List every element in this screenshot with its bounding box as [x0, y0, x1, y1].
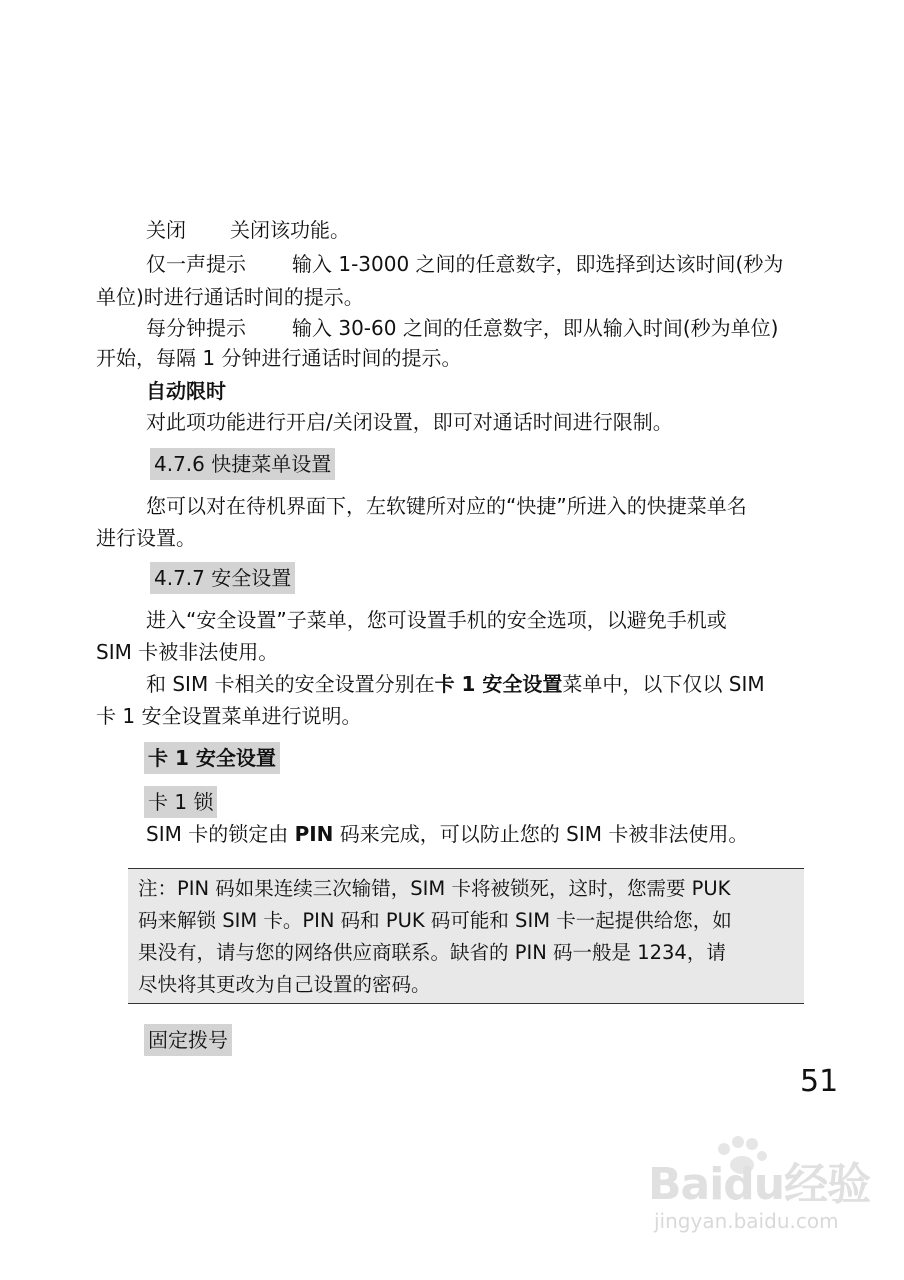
text-span: 菜单中，以下仅以 SIM	[562, 672, 765, 696]
text-line: 进入“安全设置”子菜单，您可设置手机的安全选项，以避免手机或	[146, 608, 727, 632]
heading-auto-limit: 自动限时	[146, 379, 226, 403]
option-desc-per-minute: 输入 30-60 之间的任意数字，即从输入时间(秒为单位)	[292, 316, 779, 340]
subsection-title-fixed-dial: 固定拨号	[144, 1024, 232, 1056]
text-line: 对此项功能进行开启/关闭设置，即可对通话时间进行限制。	[146, 410, 673, 434]
text-span: 码来完成，可以防止您的 SIM 卡被非法使用。	[333, 822, 749, 846]
option-label-per-minute: 每分钟提示	[146, 316, 246, 340]
text-line	[146, 818, 748, 850]
section-title-shortcut-menu: 4.7.6 快捷菜单设置	[150, 448, 335, 480]
note-line: 注：PIN 码如果连续三次输错，SIM 卡将被锁死，这时，您需要 PUK	[138, 877, 731, 900]
text-line: 开始，每隔 1 分钟进行通话时间的提示。	[96, 346, 462, 370]
text-line	[146, 248, 783, 280]
note-box	[128, 868, 804, 1004]
text-span: 和 SIM 卡相关的安全设置分别在	[146, 672, 435, 696]
note-line: 果没有，请与您的网络供应商联系。缺省的 PIN 码一般是 1234，请	[138, 941, 726, 964]
option-label-single-tone: 仅一声提示	[146, 252, 246, 276]
section-title-security: 4.7.7 安全设置	[150, 562, 295, 594]
option-desc-single-tone: 输入 1-3000 之间的任意数字，即选择到达该时间(秒为	[292, 252, 784, 276]
text-line: 进行设置。	[96, 526, 196, 550]
text-line	[146, 214, 350, 246]
watermark	[640, 1135, 880, 1255]
section-title-card1-security: 卡 1 安全设置	[144, 742, 280, 774]
subsection-title-card1-lock: 卡 1 锁	[144, 786, 217, 818]
text-line: SIM 卡被非法使用。	[96, 640, 279, 664]
text-line	[146, 312, 778, 344]
text-span: SIM 卡的锁定由	[146, 822, 295, 846]
note-line: 尽快将其更改为自己设置的密码。	[138, 973, 431, 996]
text-line	[146, 668, 765, 700]
option-desc-close: 关闭该功能。	[230, 218, 350, 242]
text-line: 您可以对在待机界面下，左软键所对应的“快捷”所进入的快捷菜单名	[146, 494, 747, 518]
text-line: 单位)时进行通话时间的提示。	[96, 285, 364, 309]
option-label-close: 关闭	[146, 218, 186, 242]
pin-term: PIN	[294, 822, 334, 846]
page-number: 51	[800, 1064, 839, 1099]
watermark-url: jingyan.baidu.com	[654, 1209, 839, 1233]
text-line: 卡 1 安全设置菜单进行说明。	[96, 704, 362, 728]
menu-name-card1-security: 卡 1 安全设置	[434, 672, 563, 696]
watermark-logo: Baidu经验	[648, 1159, 871, 1210]
note-line: 码来解锁 SIM 卡。PIN 码和 PUK 码可能和 SIM 卡一起提供给您，如	[138, 909, 732, 932]
